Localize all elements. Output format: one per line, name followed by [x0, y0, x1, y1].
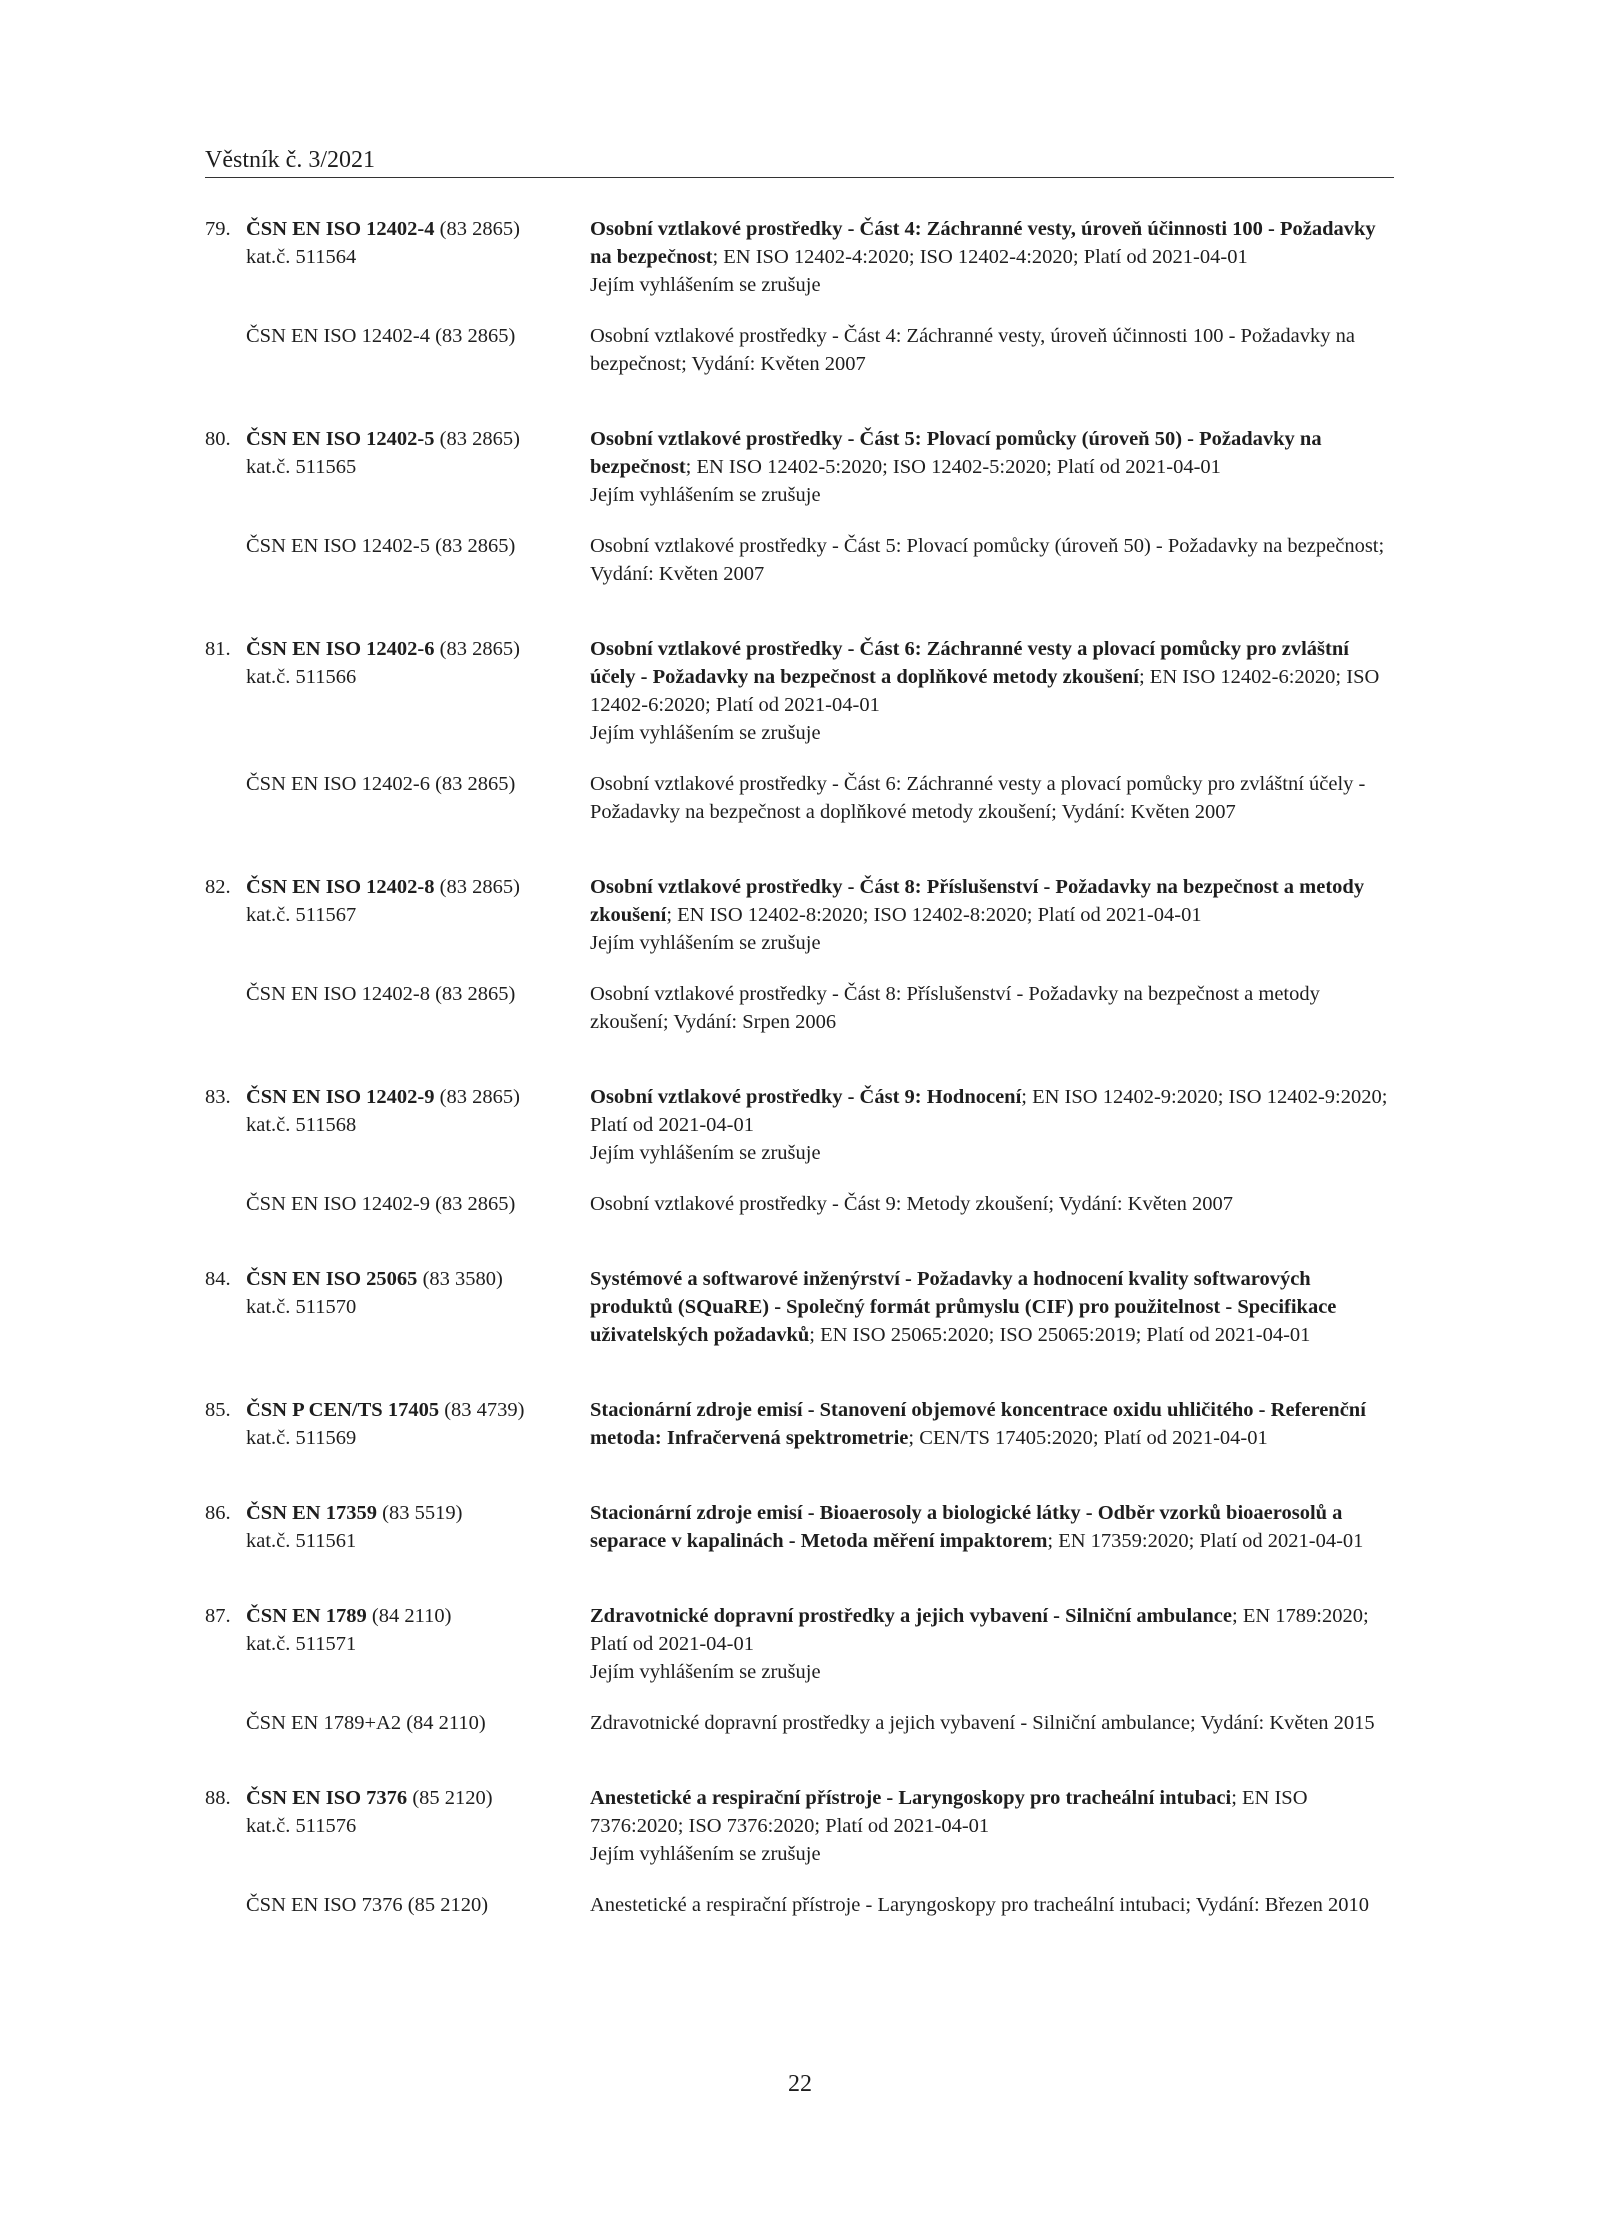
standard-details: ; EN ISO 12402-9:2020; ISO 12402-9:2020; Platí od 2021-04-01: [590, 1086, 1388, 1136]
cancels-note: Jejím vyhlášením se zrušuje: [590, 1843, 821, 1865]
replaced-standard-text: Osobní vztlakové prostředky - Část 5: Plovací pomůcky (úroveň 50) - Požadavky na bezpečnost; Vydání: Květen 2007: [590, 535, 1385, 585]
entry-number: 84.: [205, 1268, 231, 1290]
standard-code: ČSN EN ISO 25065: [246, 1268, 418, 1290]
catalog-number: kat.č. 511565: [246, 456, 357, 478]
catalog-number: kat.č. 511564: [246, 246, 357, 268]
replaced-standard-text: Osobní vztlakové prostředky - Část 4: Záchranné vesty, úroveň účinnosti 100 - Požadavky na bezpečnost; Vydání: Květen 2007: [590, 325, 1355, 375]
replaced-standard-text: Zdravotnické dopravní prostředky a jejich vybavení - Silniční ambulance; Vydání: Květen 2015: [590, 1712, 1375, 1734]
standard-title: Osobní vztlakové prostředky - Část 4: Záchranné vesty, úroveň účinnosti 100 - Požadavky na bezpečnost: [590, 218, 1376, 268]
list-item: [205, 1083, 1400, 1218]
standard-code: ČSN EN ISO 12402-9: [246, 1086, 435, 1108]
list-item: [205, 1265, 1400, 1349]
list-item: [205, 1784, 1400, 1919]
standard-details: ; EN ISO 12402-4:2020; ISO 12402-4:2020; Platí od 2021-04-01: [712, 246, 1248, 268]
entry-number: 88.: [205, 1787, 231, 1809]
list-item: [205, 873, 1400, 1036]
replaced-standard-code: ČSN EN ISO 12402-6 (83 2865): [246, 773, 516, 795]
replaced-standard-code: ČSN EN ISO 12402-4 (83 2865): [246, 325, 516, 347]
catalog-number: kat.č. 511568: [246, 1114, 357, 1136]
list-item: [205, 425, 1400, 588]
standard-code: ČSN P CEN/TS 17405: [246, 1399, 440, 1421]
standards-list: [205, 215, 1400, 1919]
replaced-standard-code: ČSN EN ISO 12402-9 (83 2865): [246, 1193, 516, 1215]
list-item: [205, 1602, 1400, 1737]
classification: (83 2865): [439, 428, 520, 450]
standard-details: ; EN 17359:2020; Platí od 2021-04-01: [1047, 1530, 1364, 1552]
standard-details: ; EN ISO 7376:2020; ISO 7376:2020; Platí od 2021-04-01: [590, 1787, 1308, 1837]
cancels-note: Jejím vyhlášením se zrušuje: [590, 484, 821, 506]
entry-number: 82.: [205, 876, 231, 898]
replaced-standard-code: ČSN EN 1789+A2 (84 2110): [246, 1712, 486, 1734]
replaced-standard-text: Osobní vztlakové prostředky - Část 8: Příslušenství - Požadavky na bezpečnost a metody zkoušení; Vydání: Srpen 2006: [590, 983, 1320, 1033]
standard-title: Stacionární zdroje emisí - Bioaerosoly a biologické látky - Odběr vzorků bioaerosolů a separace v kapalinách - Metoda měření impaktorem: [590, 1502, 1343, 1552]
catalog-number: kat.č. 511571: [246, 1633, 357, 1655]
classification: (83 3580): [422, 1268, 503, 1290]
standard-title: Stacionární zdroje emisí - Stanovení objemové koncentrace oxidu uhličitého - Referenční metoda: Infračervená spektrometrie: [590, 1399, 1366, 1449]
standard-code: ČSN EN ISO 12402-5: [246, 428, 435, 450]
standard-code: ČSN EN ISO 12402-8: [246, 876, 435, 898]
standard-code: ČSN EN ISO 12402-6: [246, 638, 435, 660]
classification: (83 2865): [439, 1086, 520, 1108]
list-item: [205, 635, 1400, 826]
classification: (84 2110): [371, 1605, 452, 1627]
replaced-standard-code: ČSN EN ISO 12402-8 (83 2865): [246, 983, 516, 1005]
replaced-standard-text: Osobní vztlakové prostředky - Část 6: Záchranné vesty a plovací pomůcky pro zvláštní účely - Požadavky na bezpečnost a doplňkové metody zkoušení; Vydání: Květen 2007: [590, 773, 1366, 823]
entry-number: 85.: [205, 1399, 231, 1421]
standard-code: ČSN EN 1789: [246, 1605, 367, 1627]
catalog-number: kat.č. 511576: [246, 1815, 357, 1837]
standard-details: ; EN ISO 12402-6:2020; ISO 12402-6:2020; Platí od 2021-04-01: [590, 666, 1380, 716]
catalog-number: kat.č. 511569: [246, 1427, 357, 1449]
classification: (83 4739): [444, 1399, 525, 1421]
classification: (83 2865): [439, 876, 520, 898]
replaced-standard-code: ČSN EN ISO 12402-5 (83 2865): [246, 535, 516, 557]
list-item: [205, 1499, 1400, 1555]
entry-number: 83.: [205, 1086, 231, 1108]
entry-number: 81.: [205, 638, 231, 660]
standard-code: ČSN EN ISO 12402-4: [246, 218, 435, 240]
page-header-title: Věstník č. 3/2021: [205, 147, 375, 173]
standard-details: ; EN 1789:2020; Platí od 2021-04-01: [590, 1605, 1369, 1655]
entry-number: 80.: [205, 428, 231, 450]
standard-title: Zdravotnické dopravní prostředky a jejich vybavení - Silniční ambulance: [590, 1605, 1233, 1627]
cancels-note: Jejím vyhlášením se zrušuje: [590, 1661, 821, 1683]
standard-title: Anestetické a respirační přístroje - Laryngoskopy pro tracheální intubaci: [590, 1787, 1232, 1809]
standard-details: ; EN ISO 12402-5:2020; ISO 12402-5:2020; Platí od 2021-04-01: [685, 456, 1221, 478]
list-item: [205, 1396, 1400, 1452]
page-number: 22: [788, 2071, 812, 2097]
replaced-standard-text: Osobní vztlakové prostředky - Část 9: Metody zkoušení; Vydání: Květen 2007: [590, 1193, 1233, 1215]
classification: (83 5519): [382, 1502, 463, 1524]
replaced-standard-code: ČSN EN ISO 7376 (85 2120): [246, 1894, 489, 1916]
standard-code: ČSN EN ISO 7376: [246, 1787, 408, 1809]
standard-details: ; EN ISO 25065:2020; ISO 25065:2019; Platí od 2021-04-01: [809, 1324, 1311, 1346]
entry-number: 87.: [205, 1605, 231, 1627]
cancels-note: Jejím vyhlášením se zrušuje: [590, 932, 821, 954]
list-item: [205, 215, 1400, 378]
standard-details: ; EN ISO 12402-8:2020; ISO 12402-8:2020; Platí od 2021-04-01: [666, 904, 1202, 926]
entry-number: 79.: [205, 218, 231, 240]
standard-title: Osobní vztlakové prostředky - Část 9: Hodnocení: [590, 1086, 1022, 1108]
cancels-note: Jejím vyhlášením se zrušuje: [590, 722, 821, 744]
cancels-note: Jejím vyhlášením se zrušuje: [590, 274, 821, 296]
standard-title: Osobní vztlakové prostředky - Část 5: Plovací pomůcky (úroveň 50) - Požadavky na bezpečnost: [590, 428, 1322, 478]
standard-title: Osobní vztlakové prostředky - Část 8: Příslušenství - Požadavky na bezpečnost a metody zkoušení: [590, 876, 1365, 926]
classification: (83 2865): [439, 638, 520, 660]
cancels-note: Jejím vyhlášením se zrušuje: [590, 1142, 821, 1164]
standard-title: Osobní vztlakové prostředky - Část 6: Záchranné vesty a plovací pomůcky pro zvláštní účely - Požadavky na bezpečnost a doplňkové metody zkoušení: [590, 638, 1349, 688]
standard-details: ; CEN/TS 17405:2020; Platí od 2021-04-01: [908, 1427, 1268, 1449]
standard-title: Systémové a softwarové inženýrství - Požadavky a hodnocení kvality softwarových produktů (SQuaRE) - Společný formát průmyslu (CIF) pro použitelnost - Specifikace uživatelských požadavků: [590, 1268, 1337, 1346]
catalog-number: kat.č. 511566: [246, 666, 357, 688]
standard-code: ČSN EN 17359: [246, 1502, 377, 1524]
entry-number: 86.: [205, 1502, 231, 1524]
replaced-standard-text: Anestetické a respirační přístroje - Laryngoskopy pro tracheální intubaci; Vydání: Březen 2010: [590, 1894, 1369, 1916]
catalog-number: kat.č. 511570: [246, 1296, 357, 1318]
classification: (85 2120): [412, 1787, 493, 1809]
classification: (83 2865): [439, 218, 520, 240]
catalog-number: kat.č. 511561: [246, 1530, 357, 1552]
page-header: [205, 143, 1394, 178]
catalog-number: kat.č. 511567: [246, 904, 357, 926]
